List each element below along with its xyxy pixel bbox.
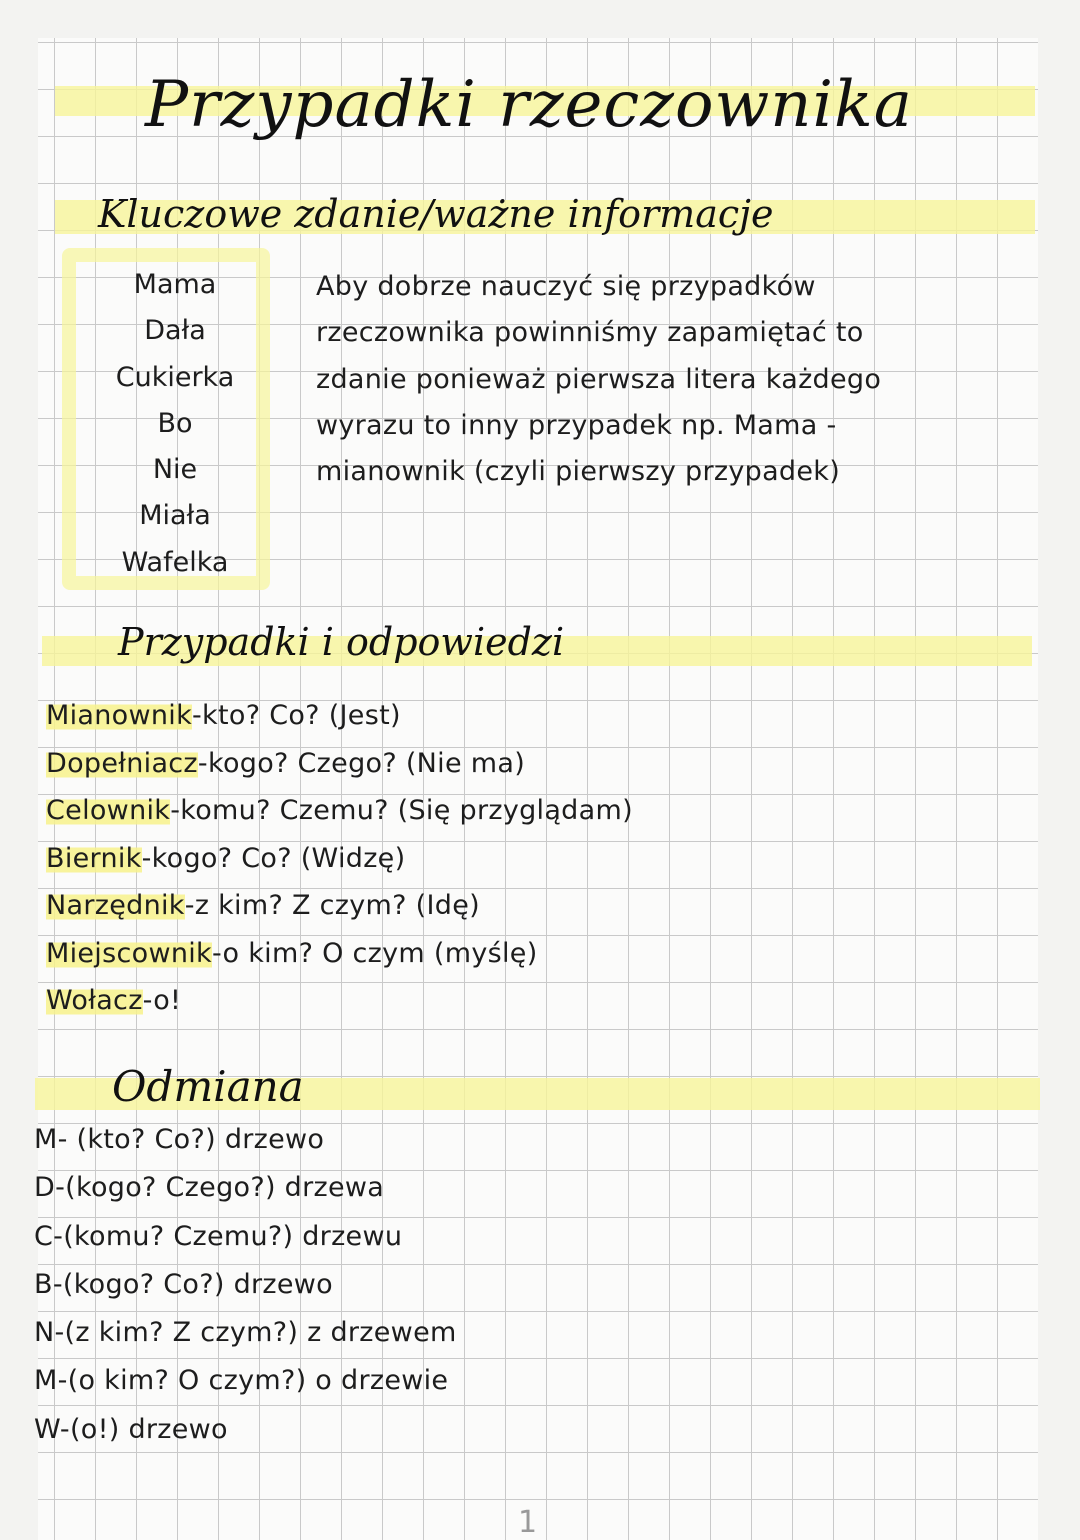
cases-list (46, 692, 633, 1025)
case-questions: -kogo? Co? (Widzę) (141, 842, 406, 874)
page-title: Przypadki rzeczownika (145, 68, 913, 142)
declension-item: D-(kogo? Czego?) drzewa (34, 1172, 385, 1204)
declension-item: B-(kogo? Co?) drzewo (34, 1268, 334, 1300)
case-name: Miejscownik (46, 937, 212, 969)
case-name: Celownik (46, 795, 171, 826)
case-item (46, 787, 633, 835)
case-name: Wołacz (46, 985, 143, 1016)
declension-list (34, 1116, 457, 1454)
declension-item: W-(o!) drzewo (34, 1413, 228, 1445)
mnemonic-word: Wafelka (121, 546, 229, 578)
declension-item: M-(o kim? O czym?) o drzewie (34, 1365, 449, 1397)
case-name: Mianownik (46, 700, 193, 731)
case-questions: -kogo? Czego? (Nie ma) (197, 747, 526, 779)
case-item (46, 882, 633, 930)
case-questions: -kto? Co? (Jest) (192, 700, 401, 731)
case-name: Dopełniacz (46, 747, 198, 779)
case-item (46, 740, 633, 788)
case-item (46, 977, 633, 1025)
case-name: Biernik (46, 842, 142, 874)
key-section-heading: Kluczowe zdanie/ważne informacje (98, 192, 774, 236)
case-questions: -komu? Czemu? (Się przyglądam) (170, 795, 633, 826)
declension-item: M- (kto? Co?) drzewo (34, 1124, 325, 1155)
case-item (46, 930, 633, 978)
mnemonic-word-list (100, 262, 250, 586)
mnemonic-word: Bo (157, 407, 193, 439)
mnemonic-word: Dała (144, 315, 206, 347)
case-questions: -o kim? O czym (myślę) (211, 937, 538, 969)
cases-section-heading: Przypadki i odpowiedzi (118, 620, 565, 664)
case-questions: -o! (142, 985, 182, 1016)
mnemonic-word: Miała (139, 500, 211, 532)
declension-item: N-(z kim? Z czym?) z drzewem (34, 1317, 457, 1349)
mnemonic-word: Cukierka (115, 361, 235, 393)
case-questions: -z kim? Z czym? (Idę) (184, 890, 480, 921)
mnemonic-word: Mama (133, 269, 217, 300)
declension-item: C-(komu? Czemu?) drzewu (34, 1220, 403, 1252)
explanation-paragraph: Aby dobrze nauczyć się przypadków rzeczownika powinniśmy zapamiętać to zdanie ponieważ pierwsza litera każdego wyrazu to inny przypadek np. Mama - mianownik (czyli pierwszy przypadek) (316, 271, 882, 488)
declension-heading: Odmiana (112, 1062, 304, 1111)
case-item (46, 692, 633, 740)
case-item (46, 835, 633, 883)
mnemonic-word: Nie (152, 454, 198, 486)
page-number: 1 (518, 1505, 538, 1540)
case-name: Narzędnik (46, 890, 185, 921)
